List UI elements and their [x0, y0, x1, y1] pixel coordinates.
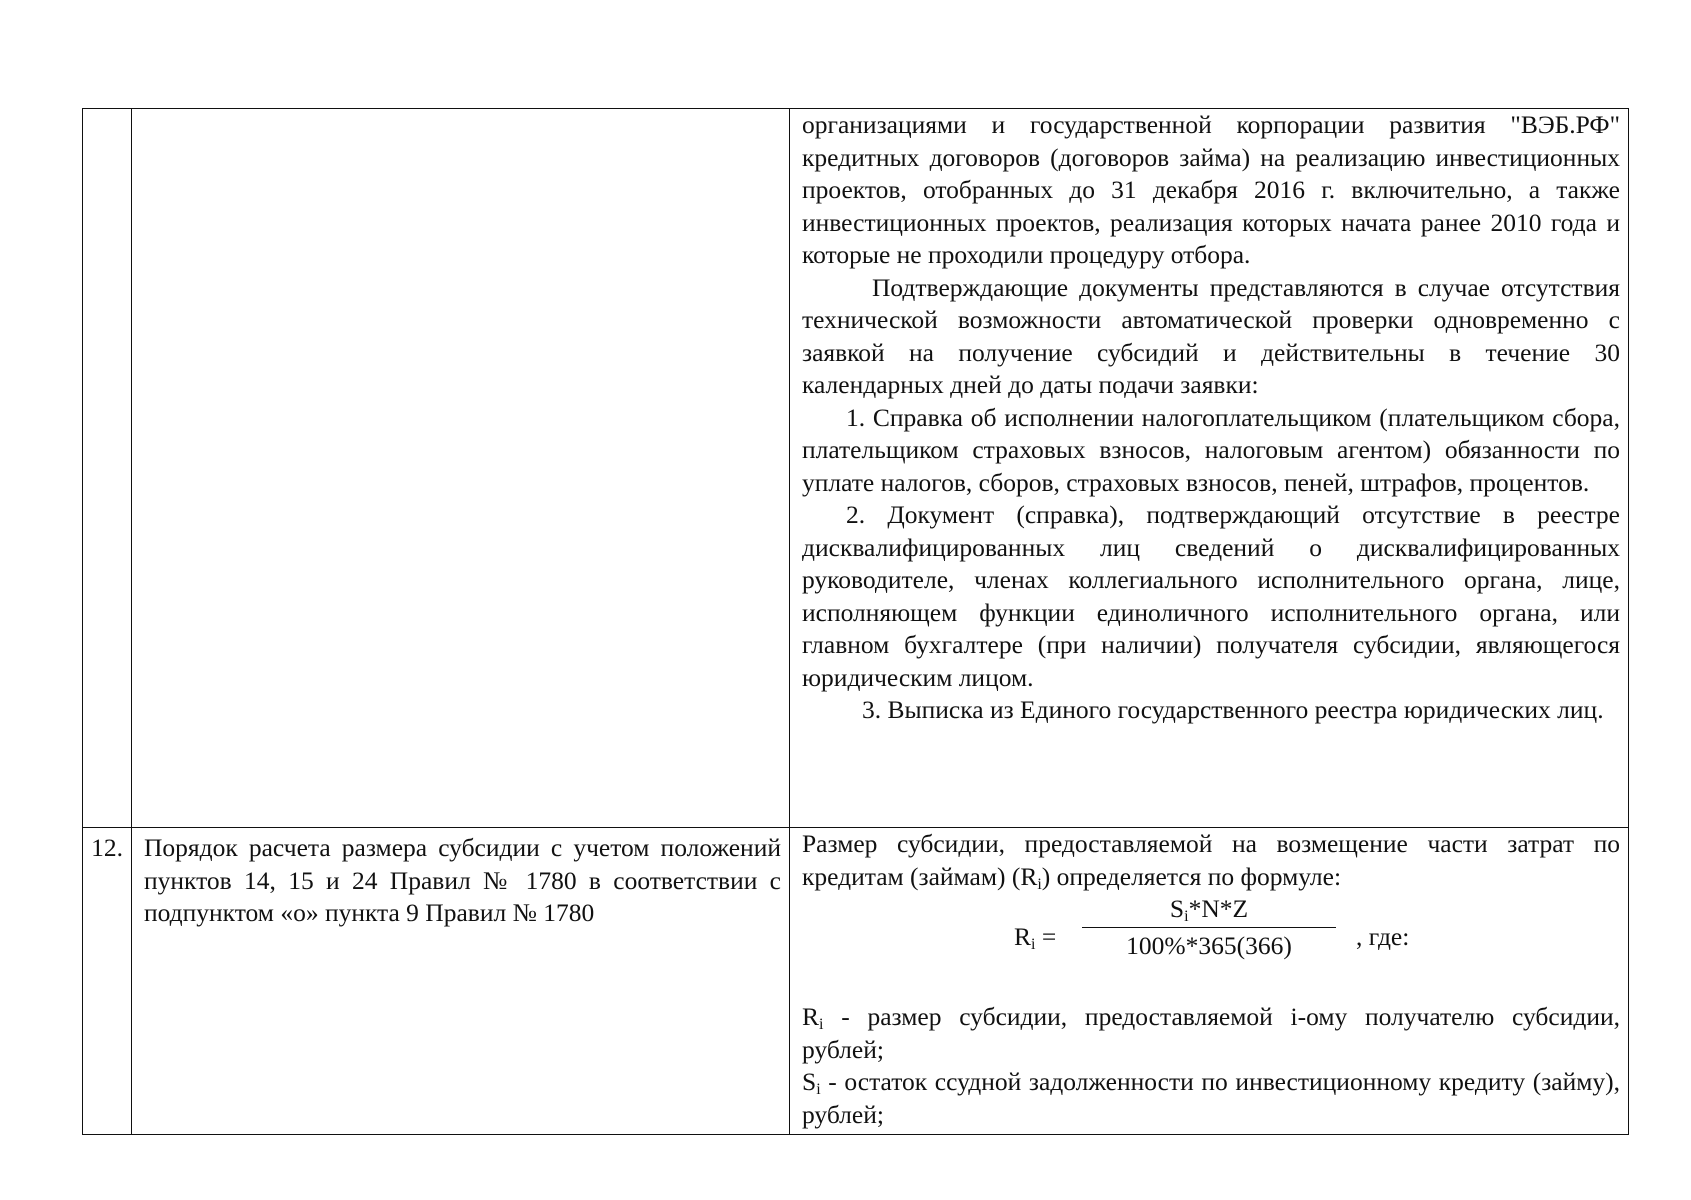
- formula-lhs-symbol: R: [1014, 922, 1032, 951]
- row-name-cell: Порядок расчета размера субсидии с учетом положений пунктов 14, 15 и 24 Правил № 1780 в соответствии с подпунктом «о» пункта 9 Правил № 1780: [132, 828, 790, 1135]
- definition-symbol: R: [802, 1002, 820, 1031]
- definition-symbol: S: [802, 1067, 817, 1096]
- fraction-bar: [1082, 927, 1336, 928]
- row-number-cell: [83, 109, 132, 828]
- list-item-egrul-extract: 3. Выписка из Единого государственного реестра юридических лиц.: [862, 695, 1604, 724]
- subscript: i: [1184, 908, 1189, 925]
- paragraph-continuation: организациями и государственной корпорации развития "ВЭБ.РФ" кредитных договоров (договоров займа) на реализацию инвестиционных проектов, отобранных до 31 декабря 2016 г. включительно, а также инвестиционных проектов, реализация которых начата ранее 2010 года и которые не проходили процедуру отбора.: [802, 110, 1620, 269]
- row-content-cell: [790, 109, 1629, 828]
- definition-text: - остаток ссудной задолженности по инвестиционному кредиту (займу), рублей;: [802, 1067, 1620, 1129]
- definition-r: [802, 1001, 1620, 1066]
- list-item-disqualification-certificate: 2. Документ (справка), подтверждающий отсутствие в реестре дисквалифицированных лиц сведений о дисквалифицированных руководителе, членах коллегиального исполнительного органа, лице, исполняющем функции единоличного исполнительного органа, или главном бухгалтере (при наличии) получателя субсидии, являющегося юридическим лицом.: [802, 500, 1620, 692]
- subscript: i: [1037, 875, 1042, 893]
- table-row: [83, 828, 1629, 1135]
- definition-text: - размер субсидии, предоставляемой i-ому получателю субсидии, рублей;: [802, 1002, 1620, 1064]
- subscript: i: [816, 1081, 821, 1098]
- paragraph-documents-intro: Подтверждающие документы представляются в случае отсутствия технической возможности автоматической проверки одновременно с заявкой на получение субсидий и действительны в течение 30 календарных дней до даты подачи заявки:: [802, 272, 1620, 399]
- formula-lhs: [1014, 921, 1056, 954]
- formula-intro: [802, 828, 1620, 893]
- row-content-cell: [790, 828, 1629, 1135]
- row-number-cell: 12.: [83, 828, 132, 1135]
- subscript: i: [1031, 936, 1036, 953]
- requirements-table: [82, 108, 1629, 1135]
- formula-denominator: 100%*365(366): [1126, 931, 1292, 960]
- row-name-cell: [132, 109, 790, 828]
- equals-sign: =: [1035, 922, 1057, 951]
- subscript: i: [819, 1016, 824, 1033]
- formula-fraction: [1082, 893, 1336, 963]
- table-row: [83, 109, 1629, 828]
- formula-numerator: [1082, 893, 1336, 927]
- formula-intro-tail: ) определяется по формуле:: [1041, 861, 1342, 891]
- formula-intro-text: Размер субсидии, предоставляемой на возмещение части затрат по кредитам (займам) (R: [802, 829, 1620, 891]
- numerator-symbol: S: [1169, 894, 1185, 923]
- list-item-tax-certificate: 1. Справка об исполнении налогоплательщиком (плательщиком сбора, плательщиком страховых взносов, налоговым агентом) обязанности по уплате налогов, сборов, страховых взносов, пеней, штрафов, процентов.: [802, 402, 1620, 497]
- definition-s: [802, 1066, 1620, 1131]
- subsidy-formula: [802, 893, 1620, 1001]
- numerator-tail: *N*Z: [1188, 894, 1249, 923]
- formula-suffix: , где:: [1356, 922, 1410, 951]
